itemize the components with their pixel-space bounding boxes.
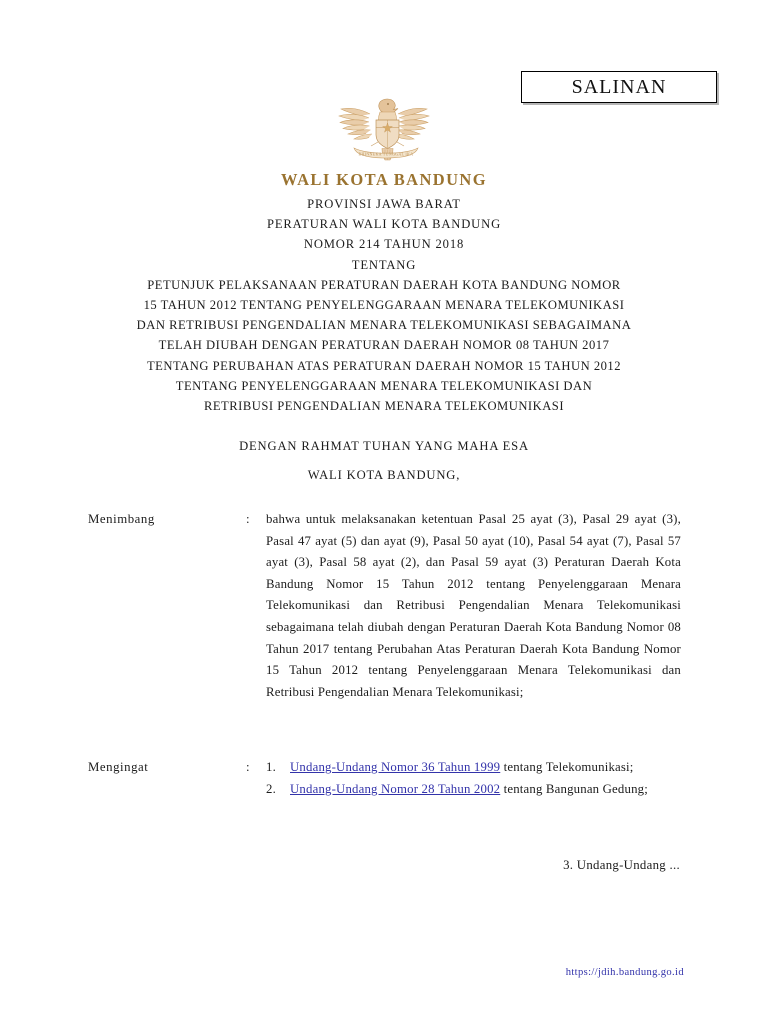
garuda-pancasila-emblem (332, 92, 436, 164)
law-rest-2: tentang Bangunan Gedung; (500, 781, 648, 796)
title-line-2: 15 TAHUN 2012 TENTANG PENYELENGGARAAN MENARA TELEKOMUNIKASI (143, 298, 625, 313)
law-link-1[interactable]: Undang-Undang Nomor 36 Tahun 1999 (290, 760, 501, 774)
recalling-body (266, 757, 681, 800)
law-link-2[interactable]: Undang-Undang Nomor 28 Tahun 2002 (290, 781, 501, 796)
title-line-6: TENTANG PENYELENGGARAAN MENARA TELEKOMUNIKASI DAN (175, 378, 593, 393)
considering-colon: : (246, 512, 250, 526)
blessing-line: DENGAN RAHMAT TUHAN YANG MAHA ESA (239, 439, 529, 454)
footer-source-url: https://jdih.bandung.go.id (565, 967, 684, 978)
recalling-list (266, 757, 681, 800)
clause-considering (88, 509, 681, 703)
regulation-number-line: NOMOR 214 TAHUN 2018 (303, 237, 465, 252)
title-line-4: TELAH DIUBAH DENGAN PERATURAN DAERAH NOMOR 08 TAHUN 2017 (158, 338, 610, 353)
salinan-stamp-box (521, 71, 717, 103)
page-catchword: 3. Undang-Undang ... (563, 858, 680, 872)
law-rest-1: tentang Telekomunikasi; (500, 760, 634, 774)
considering-label: Menimbang (88, 512, 155, 526)
title-line-7: RETRIBUSI PENGENDALIAN MENARA TELEKOMUNIKASI (203, 399, 565, 414)
salinan-label: SALINAN (571, 76, 667, 98)
list-text-1 (290, 757, 681, 779)
title-line-1: PETUNJUK PELAKSANAAN PERATURAN DAERAH KOTA BANDUNG NOMOR (147, 277, 621, 292)
list-item (266, 757, 681, 779)
clause-recalling (88, 757, 681, 800)
list-item (266, 779, 681, 801)
regulation-type-line: PERATURAN WALI KOTA BANDUNG (266, 217, 502, 232)
recalling-label: Mengingat (88, 760, 149, 774)
considering-body: bahwa untuk melaksanakan ketentuan Pasal 25 ayat (3), Pasal 29 ayat (3), Pasal 47 ayat (5) dan ayat (9), Pasal 50 ayat (10), Pasal 54 ayat (7), Pasal 57 ayat (3), Pasal 58 ayat (2), dan Pasal 59 ayat (3) Peraturan Daerah Kota Bandung Nomor 15 Tahun 2012 tentang Penyelenggaraan Menara Telekomunikasi dan Retribusi Pengendalian Menara Telekomunikasi sebagaimana telah diubah dengan Peraturan Daerah Kota Bandung Nomor 08 Tahun 2017 tentang Perubahan Atas Peraturan Daerah Kota Bandung Nomor 15 Tahun 2012 tentang Penyelenggaraan Menara Telekomunikasi dan Retribusi Pengendalian Menara Telekomunikasi; (266, 512, 681, 699)
about-label: TENTANG (351, 257, 417, 272)
list-marker-1: 1. (266, 760, 276, 774)
signatory-line: WALI KOTA BANDUNG, (307, 468, 461, 483)
recalling-colon: : (246, 760, 250, 774)
svg-text:BHINNEKA TUNGGAL IKA: BHINNEKA TUNGGAL IKA (358, 151, 414, 157)
title-line-5: TENTANG PERUBAHAN ATAS PERATURAN DAERAH NOMOR 15 TAHUN 2012 (146, 358, 622, 373)
document-title-block (60, 194, 708, 486)
list-marker-2: 2. (266, 781, 276, 796)
list-text-2 (290, 779, 681, 801)
title-line-3: DAN RETRIBUSI PENGENDALIAN MENARA TELEKOMUNIKASI SEBAGAIMANA (136, 318, 632, 333)
province-line: PROVINSI JAWA BARAT (307, 197, 461, 211)
institution-heading: WALI KOTA BANDUNG (281, 170, 487, 189)
